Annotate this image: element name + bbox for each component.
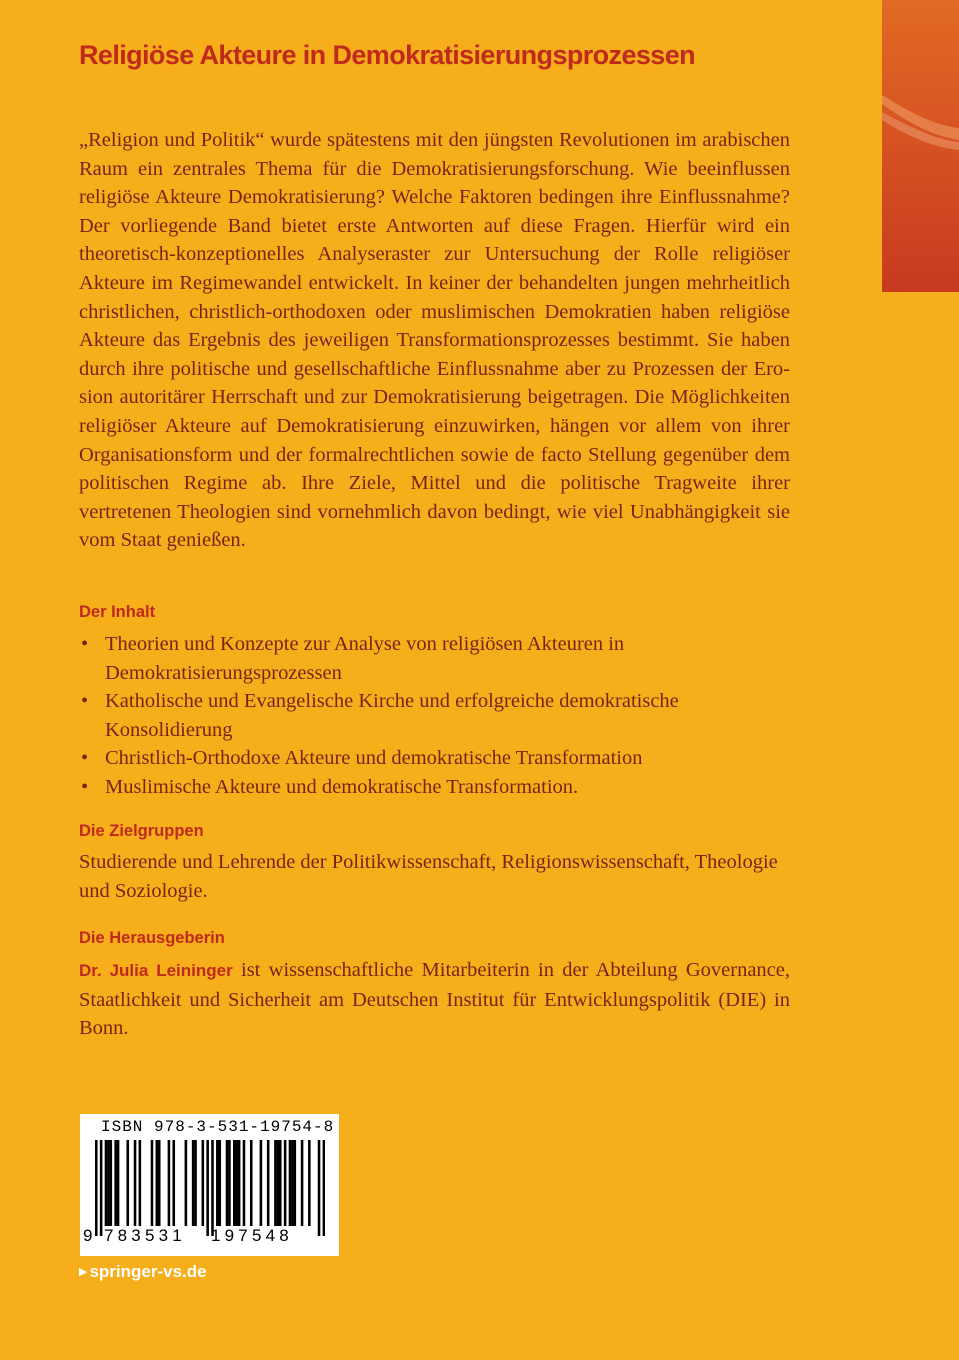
intro-paragraph: „Religion und Politik“ wurde spätestens mit den jüngsten Revolutionen im arabischen Raum ein zentrales Thema für die Demokratisierungsforschung. Wie beeinflussen religiöse Akteure Demokratisierung? Welche Faktoren bedingen ihre Einflussnahme? Der vorliegende Band bietet erste Antworten auf diese Fragen. Hierfür wird ein theoretisch-konzeptionelles Analyseraster zur Untersuchung der Rolle religiöser Akteure im Regimewandel entwickelt. In keiner der behandelten jungen mehrheitlich christlichen, christlich-orthodoxen oder muslimischen Demokratien haben religiöse Akteure das Ergebnis des jeweiligen Transformationsprozesses bestimmt. Sie haben durch ihre politische und gesellschaftliche Einflussnahme aber zu Prozessen der Erosion autoritärer Herrschaft und zur Demokratisierung beigetragen. Die Möglichkeiten religiöser Akteure auf Demokratisierung einzuwirken, hängen vor allem von ihrer Organisationsform und der formalrechtlichen sowie de facto Stellung gegenüber dem politischen Regime ab. Ihre Ziele, Mittel und die politische Tragweite ihrer vertretenen Theologien sind vornehmlich davon bedingt, wie viel Unabhängigkeit sie vom Staat genießen. [79, 129, 790, 552]
barcode-bar [228, 1140, 231, 1226]
barcode-bar [284, 1140, 287, 1226]
barcode-bar [318, 1140, 321, 1236]
list-item: • Muslimische Akteure und demokratische Transformation. [79, 773, 799, 802]
barcode-bar [277, 1140, 280, 1226]
editor-bio [79, 956, 790, 1043]
audience-text: Studierende und Lehrende der Politikwissenschaft, Religionswissenschaft, Theologie und Soziologie. [79, 851, 778, 902]
editor-heading: Die Herausgeberin [79, 929, 225, 947]
barcode-bar [206, 1140, 209, 1236]
barcode-bar [243, 1140, 246, 1226]
barcode-bar [226, 1140, 229, 1226]
barcode-bar [110, 1140, 113, 1226]
barcode-bar [194, 1140, 197, 1226]
barcode-bars [95, 1140, 325, 1240]
barcode-bar [291, 1140, 294, 1226]
barcode-bar [211, 1140, 214, 1236]
barcode-bar [202, 1140, 205, 1226]
barcode-bar [117, 1140, 120, 1226]
barcode-bar [192, 1140, 195, 1226]
barcode-bar [216, 1140, 219, 1226]
decorative-corner-panel [882, 0, 959, 292]
isbn-barcode [80, 1114, 339, 1256]
editor-bio-text: ist wissenschaftliche Mitarbeiterin in der Abteilung Governance, Staatlichkeit und Sicherheit am Deutschen Institut für Entwicklungspolitik (DIE) in Bonn. [79, 959, 791, 1040]
barcode-bar [218, 1140, 221, 1226]
barcode-bar [238, 1140, 241, 1226]
list-item: • Theorien und Konzepte zur Analyse von religiösen Akteuren in Demokratisierungsprozessen [79, 630, 799, 687]
arrow-right-icon: ▶ [79, 1266, 88, 1278]
barcode-bar [172, 1140, 175, 1226]
book-title: Religiöse Akteure in Demokratisierungsprozessen [79, 40, 696, 70]
list-item: • Christlich-Orthodoxe Akteure und demokratische Transformation [79, 744, 799, 773]
publisher-link[interactable] [79, 1262, 207, 1282]
barcode-bar [151, 1140, 154, 1226]
barcode-bar [95, 1140, 98, 1236]
ean-right-digits: 197548 [211, 1226, 293, 1245]
barcode-bar [308, 1140, 311, 1226]
list-item: • Katholische und Evangelische Kirche und erfolgreiche demokratische Konsolidierung [79, 687, 799, 744]
barcode-bar [105, 1140, 108, 1226]
barcode-bar [274, 1140, 277, 1226]
editor-name: Dr. Julia Leininger [79, 961, 233, 980]
barcode-bar [323, 1140, 325, 1236]
contents-list [79, 630, 799, 802]
barcode-bar [168, 1140, 171, 1226]
barcode-bar [301, 1140, 304, 1226]
barcode-bar [185, 1140, 188, 1226]
ean-left-digits: 783531 [104, 1226, 186, 1245]
barcode-bar [233, 1140, 236, 1226]
barcode-bar [279, 1140, 282, 1226]
swoosh-decoration [882, 0, 959, 292]
ean-lead-digit: 9 [83, 1226, 93, 1245]
barcode-bar [107, 1140, 110, 1226]
contents-heading: Der Inhalt [79, 603, 156, 621]
publisher-url: springer-vs.de [89, 1262, 207, 1281]
barcode-bar [134, 1140, 137, 1226]
barcode-bar [235, 1140, 238, 1226]
barcode-bar [260, 1140, 263, 1226]
barcode-bar [267, 1140, 270, 1226]
barcode-bar [114, 1140, 117, 1226]
barcode-bar [100, 1140, 103, 1236]
isbn-label: ISBN 978-3-531-19754-8 [101, 1118, 335, 1136]
barcode-bar [139, 1140, 142, 1226]
audience-heading: Die Zielgruppen [79, 822, 204, 840]
barcode-bar [126, 1140, 129, 1226]
barcode-bar [250, 1140, 253, 1226]
barcode-bar [158, 1140, 161, 1226]
barcode-bar [294, 1140, 297, 1226]
barcode-bar [156, 1140, 159, 1226]
barcode-bar [289, 1140, 292, 1226]
